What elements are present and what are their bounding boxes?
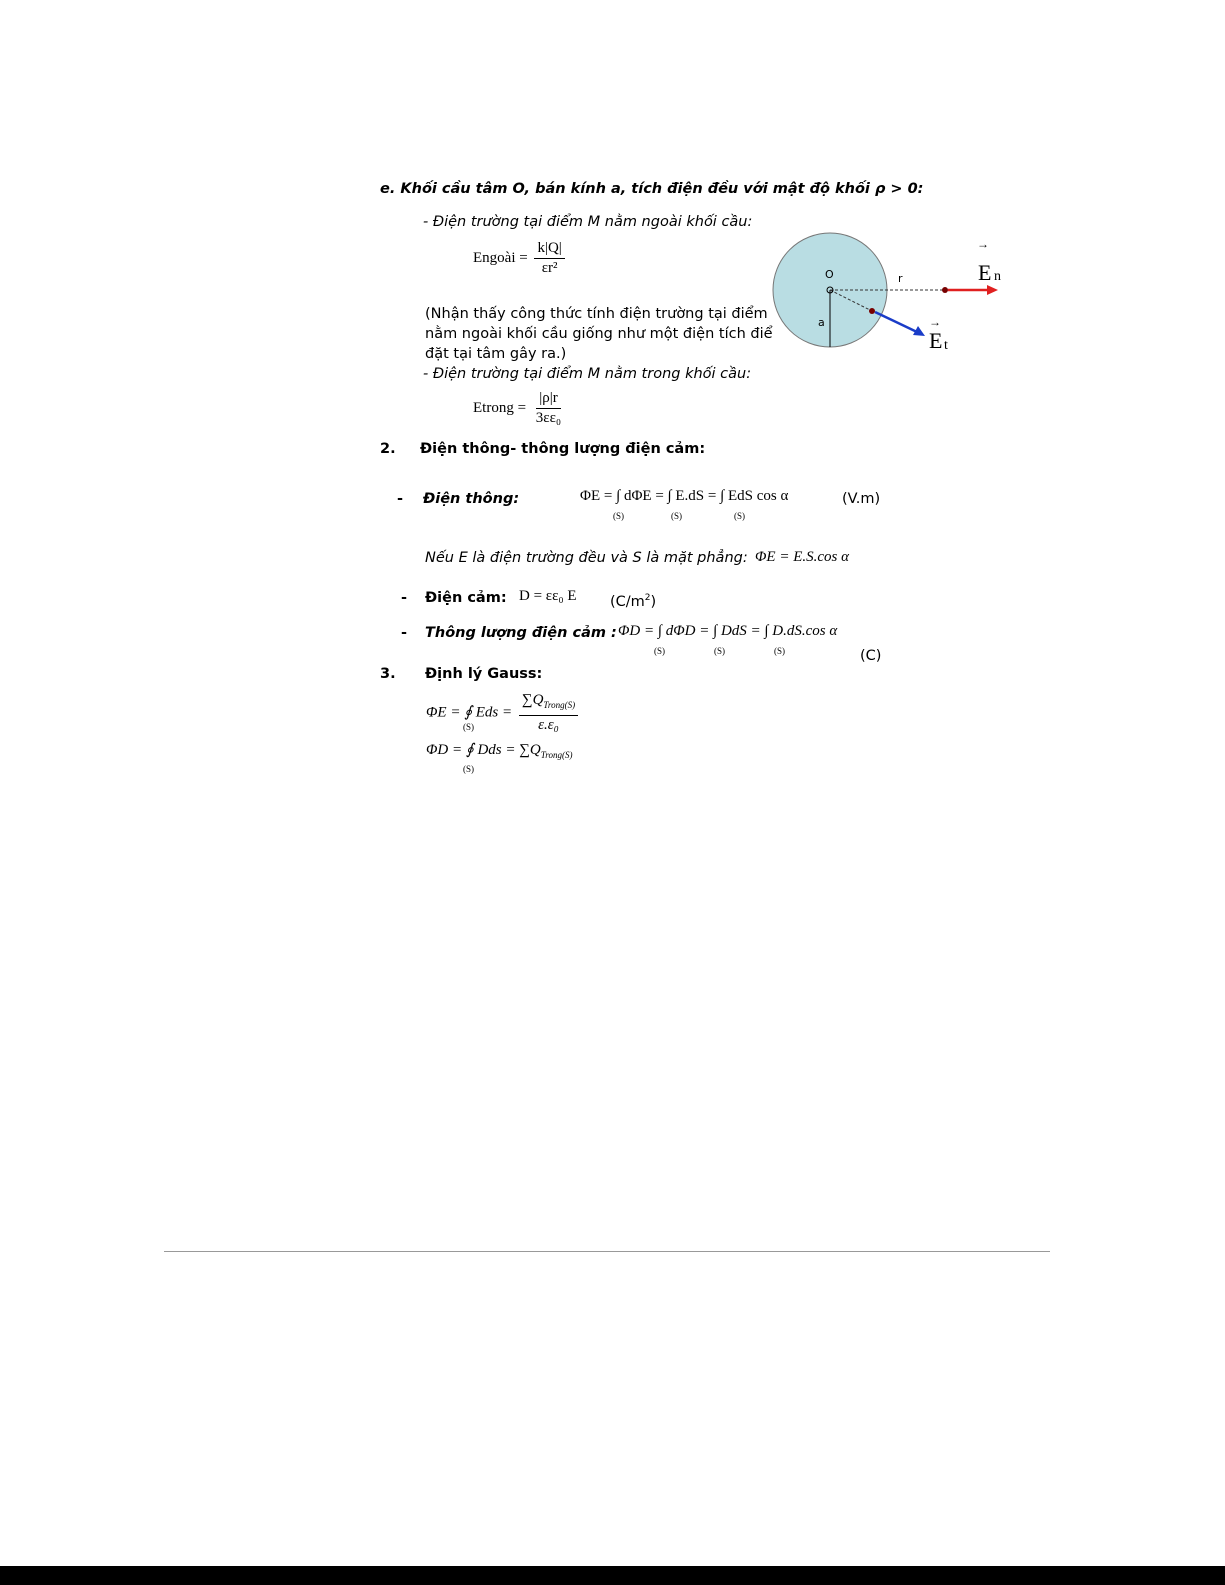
induction-unit	[610, 588, 656, 612]
outside-lhs: Engoài =	[473, 249, 528, 266]
en-vector-arrow: →	[977, 237, 989, 251]
gauss-e-denominator: ε.ε₀	[538, 717, 559, 733]
inside-field-formula	[473, 390, 567, 427]
gauss-e-numerator-sum: ∑Q	[521, 692, 544, 708]
induction-unit-end: )	[650, 593, 657, 610]
en-subscript: n	[994, 269, 1001, 284]
flux-int-sub-3: (S)	[734, 511, 745, 521]
induction-unit-base: (C/m	[610, 593, 645, 610]
section-e-heading: e. Khối cầu tâm O, bán kính a, tích điện đều với mật độ khối ρ > 0:	[380, 181, 924, 197]
et-vector-arrow: →	[929, 315, 941, 329]
en-label: E	[978, 260, 992, 285]
section-3-number: 3.	[380, 666, 396, 682]
section-2-number: 2.	[380, 441, 396, 457]
section-2-title: Điện thông- thông lượng điện cảm:	[420, 441, 706, 457]
flux-int-sub-1: (S)	[613, 511, 624, 521]
center-label: O	[825, 268, 834, 281]
inner-point	[869, 308, 875, 314]
uniform-note: Nếu E là điện trường đều và S là mặt phẳng:	[425, 550, 748, 566]
gauss-d-int-sub: (S)	[463, 764, 474, 774]
flux-formula: ΦE = ∫ dΦE = ∫ E.dS = ∫ EdS cos α	[580, 488, 789, 504]
inside-numerator: |ρ|r	[536, 390, 561, 409]
flux-int-sub-2: (S)	[671, 511, 682, 521]
outside-field-formula	[473, 240, 568, 277]
r-label: r	[898, 272, 903, 285]
note-line-1: (Nhận thấy công thức tính điện trường tại điểm	[425, 306, 768, 322]
et-subscript: t	[944, 338, 948, 353]
inside-field-title: - Điện trường tại điểm M nằm trong khối cầu:	[423, 366, 752, 382]
outside-numerator: k|Q|	[534, 240, 564, 259]
uniform-formula: ΦE = E.S.cos α	[755, 549, 849, 565]
et-label: E	[929, 328, 943, 353]
flux-dash: -	[397, 491, 404, 507]
et-arrow	[875, 312, 917, 332]
flux-label: Điện thông:	[423, 491, 520, 507]
gauss-d-formula	[426, 740, 572, 760]
page-divider	[164, 1251, 1050, 1252]
induction-label: Điện cảm:	[425, 590, 507, 606]
dflux-int-sub-1: (S)	[654, 646, 665, 656]
note-line-3: đặt tại tâm gây ra.)	[425, 346, 567, 362]
section-3-title: Định lý Gauss:	[425, 666, 543, 682]
dflux-unit: (C)	[860, 648, 882, 664]
dflux-formula: ΦD = ∫ dΦD = ∫ DdS = ∫ D.dS.cos α	[618, 623, 838, 639]
dflux-label: Thông lượng điện cảm :	[425, 625, 617, 641]
gauss-e-numerator-sub: Trong(S)	[543, 700, 576, 710]
gauss-d-sub: Trong(S)	[540, 750, 573, 760]
gauss-e-lhs: ΦE = ∮ Eds =	[426, 704, 513, 721]
outside-denominator: εr²	[541, 260, 558, 276]
en-arrowhead	[987, 285, 998, 295]
gauss-d-main: ΦD = ∮ Dds = ∑Q	[426, 742, 541, 758]
induction-formula: D = εε₀ E	[519, 588, 577, 604]
gauss-e-int-sub: (S)	[463, 722, 474, 732]
note-line-2: nằm ngoài khối cầu giống như một điện tích điể	[425, 326, 773, 342]
dflux-int-sub-2: (S)	[714, 646, 725, 656]
outside-field-title: - Điện trường tại điểm M nằm ngoài khối cầu:	[423, 214, 753, 230]
dflux-dash: -	[401, 625, 408, 641]
gauss-e-formula	[426, 692, 581, 734]
radius-label: a	[818, 316, 825, 329]
sphere-diagram	[765, 228, 1010, 358]
flux-unit: (V.m)	[842, 491, 881, 507]
induction-dash: -	[401, 590, 408, 606]
gauss-e-numerator	[519, 692, 578, 716]
induction-unit-exponent: 2	[644, 593, 651, 603]
bottom-edge-bar	[0, 1566, 1225, 1585]
dflux-int-sub-3: (S)	[774, 646, 785, 656]
inside-denominator: 3εε₀	[535, 410, 562, 426]
outer-point	[942, 287, 948, 293]
inside-lhs: Etrong =	[473, 399, 527, 416]
